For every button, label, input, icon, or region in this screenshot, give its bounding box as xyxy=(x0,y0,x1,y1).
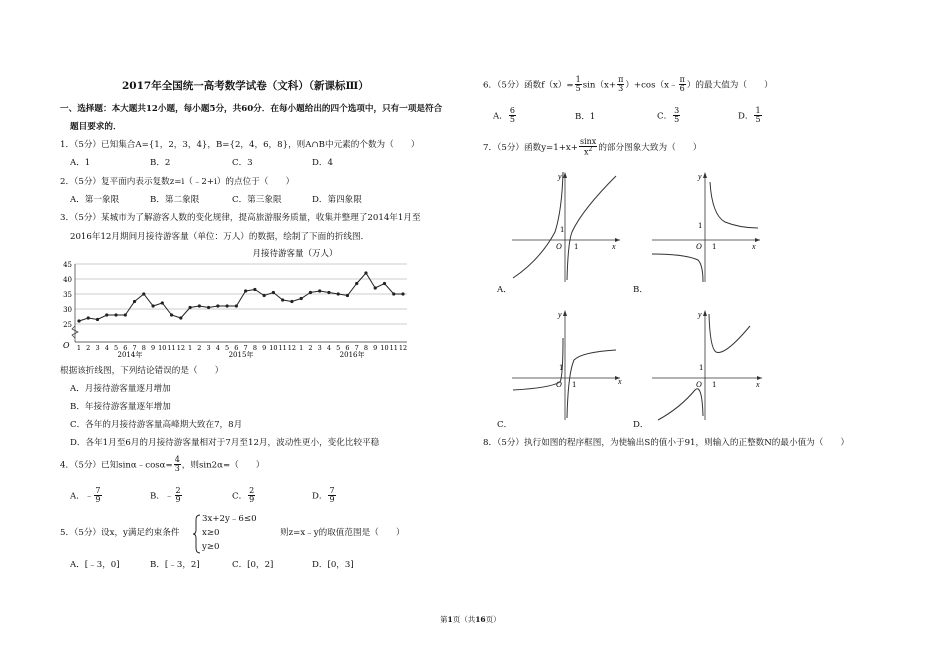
q5-option-b[interactable]: B．[﹣3，2] xyxy=(150,560,200,570)
x-tick-label: 7 xyxy=(132,344,137,352)
data-point xyxy=(170,313,173,316)
data-point xyxy=(327,291,330,294)
x-tick-label: 10 xyxy=(158,344,167,352)
x-unit-label: 1 xyxy=(712,381,717,389)
q3-option-d[interactable]: D．各年1月至6月的月接待游客量相对于7月至12月，波动性更小，变化比较平稳 xyxy=(70,438,380,448)
y-axis-label: y xyxy=(558,310,562,319)
data-point xyxy=(124,313,127,316)
x-axis-label: x xyxy=(756,380,760,389)
x-tick-label: 1 xyxy=(188,344,193,352)
x-tick-label: 7 xyxy=(354,344,359,352)
data-point xyxy=(77,319,80,322)
q5-stem-cont: 则z=x﹣y的取值范围是（ ） xyxy=(280,528,405,538)
data-point xyxy=(346,294,349,297)
q4-option-c[interactable]: C． $\frac{2}{9}$ xyxy=(232,486,255,505)
q4-stem-text2: ，则sin2α=（ ） xyxy=(181,460,265,471)
origin-label: O xyxy=(556,242,562,251)
q3-option-c[interactable]: C．各年的月接待游客量高峰期大致在7，8月 xyxy=(70,420,243,430)
q6-option-d[interactable]: D． $\frac{1}{5}$ xyxy=(738,106,761,125)
y-axis-label: y xyxy=(558,172,562,181)
q4-option-a[interactable]: A．﹣ $\frac{7}{9}$ xyxy=(70,486,101,505)
y-axis-label: y xyxy=(698,172,702,181)
q7-graph-b[interactable] xyxy=(650,170,765,285)
x-tick-label: 2 xyxy=(86,344,91,352)
year-label: 2016年 xyxy=(339,351,365,359)
x-tick-label: 1 xyxy=(299,344,304,352)
data-point xyxy=(207,306,210,309)
q7-label-b: B． xyxy=(633,285,648,295)
data-point xyxy=(87,316,90,319)
data-point xyxy=(226,304,229,307)
y-tick-label: 40 xyxy=(63,276,72,284)
data-point xyxy=(188,306,191,309)
x-tick-label: 12 xyxy=(398,344,408,352)
q1-option-c[interactable]: C．3 xyxy=(232,158,253,168)
q3-question: 根据该折线图，下列结论错误的是（ ） xyxy=(60,366,224,376)
q1-option-d[interactable]: D．4 xyxy=(312,158,333,168)
data-point xyxy=(179,316,182,319)
q5-option-c[interactable]: C．[0，2] xyxy=(232,560,274,570)
origin-label: O xyxy=(696,242,702,251)
x-tick-label: 11 xyxy=(167,344,176,352)
data-point xyxy=(133,300,136,303)
q4-fraction: $\frac{4}{3}$ xyxy=(174,455,180,474)
x-tick-label: 6 xyxy=(123,344,128,352)
data-point xyxy=(355,282,358,285)
x-tick-label: 8 xyxy=(141,344,146,352)
x-tick-label: 6 xyxy=(345,344,350,352)
x-tick-label: 8 xyxy=(252,344,257,352)
q4-stem-text: 4．（5分）已知sinα﹣cosα= xyxy=(60,460,173,471)
q5-constraint-3: y≥0 xyxy=(202,542,220,552)
x-tick-label: 12 xyxy=(287,344,297,352)
x-tick-label: 5 xyxy=(336,344,341,352)
q7-label-d: D． xyxy=(633,420,649,430)
data-point xyxy=(374,286,377,289)
y-tick-label: 30 xyxy=(63,306,72,314)
q3-option-a[interactable]: A．月接待游客量逐月增加 xyxy=(70,384,171,394)
series-line xyxy=(79,273,403,321)
x-tick-label: 4 xyxy=(104,344,109,352)
x-tick-label: 9 xyxy=(373,344,378,352)
x-tick-label: 4 xyxy=(215,344,220,352)
origin-label: O xyxy=(63,341,70,350)
q5-constraint-2: x≥0 xyxy=(202,528,220,538)
data-point xyxy=(337,292,340,295)
chart-title: 月接待游客量（万人） xyxy=(252,249,338,259)
x-tick-label: 3 xyxy=(317,344,322,352)
q3-option-b[interactable]: B．年接待游客量逐年增加 xyxy=(70,402,171,412)
x-tick-label: 11 xyxy=(389,344,398,352)
data-point xyxy=(235,304,238,307)
y-axis-label: y xyxy=(698,310,702,319)
q6-stem: 6．（5分）函数f（x）= $\frac{1}{5}$ sin（x+ $\frac{\pi}{3}$ ）+cos（x﹣ $\frac{\pi}{6}$ ）的最大值为（ ） xyxy=(483,75,773,94)
year-label: 2015年 xyxy=(228,351,254,359)
data-point xyxy=(309,291,312,294)
data-point xyxy=(142,292,145,295)
x-tick-label: 12 xyxy=(176,344,185,352)
q4-option-b[interactable]: B．﹣ $\frac{2}{9}$ xyxy=(150,486,181,505)
data-point xyxy=(318,289,321,292)
x-tick-label: 3 xyxy=(206,344,211,352)
y-unit-label: 1 xyxy=(559,364,564,372)
data-point xyxy=(114,313,117,316)
x-axis-label: x xyxy=(618,377,622,386)
y-unit-label: 1 xyxy=(698,222,703,230)
y-tick-label: 35 xyxy=(63,291,72,299)
data-point xyxy=(263,294,266,297)
x-tick-label: 6 xyxy=(234,344,239,352)
q8-stem: 8．（5分）执行如图的程序框图，为使输出S的值小于91，则输入的正整数N的最小值为（ ） xyxy=(483,438,850,448)
x-tick-label: 10 xyxy=(269,344,278,352)
data-point xyxy=(281,298,284,301)
q7-label-c: C． xyxy=(497,420,513,430)
year-label: 2014年 xyxy=(117,351,143,359)
q2-option-b[interactable]: B．第二象限 xyxy=(150,195,200,205)
x-tick-label: 7 xyxy=(243,344,248,352)
q7-graph-d[interactable] xyxy=(650,308,765,423)
data-point xyxy=(300,297,303,300)
x-unit-label: 1 xyxy=(712,243,717,251)
x-tick-label: 2 xyxy=(308,344,313,352)
q5-option-a[interactable]: A．[﹣3，0] xyxy=(70,560,120,570)
data-point xyxy=(383,282,386,285)
x-tick-label: 1 xyxy=(76,344,82,352)
data-point xyxy=(151,304,154,307)
q7-graph-c[interactable] xyxy=(510,308,625,423)
q5-constraint-1: 3x+2y﹣6≤0 xyxy=(202,514,257,524)
q5-brace xyxy=(193,514,201,554)
data-point xyxy=(272,291,275,294)
x-tick-label: 5 xyxy=(225,344,230,352)
data-point xyxy=(364,271,367,274)
q5-stem: 5．（5分）设x，y满足约束条件 xyxy=(60,528,180,538)
q3-stem: 3．（5分）某城市为了解游客人数的变化规律，提高旅游服务质量，收集并整理了2014年1月至 xyxy=(60,213,421,223)
q7-graph-a[interactable] xyxy=(510,170,625,285)
data-point xyxy=(216,304,219,307)
data-point xyxy=(244,289,247,292)
data-point xyxy=(105,313,108,316)
q6-option-b[interactable]: B．1 xyxy=(575,112,596,122)
page-title: 2017年全国统一高考数学试卷（文科）（新课标Ⅲ） xyxy=(122,80,369,92)
q4-stem xyxy=(60,456,265,474)
q6-option-a[interactable]: A． $\frac{6}{5}$ xyxy=(493,106,515,125)
q7-label-a: A． xyxy=(497,285,512,295)
x-unit-label: 1 xyxy=(572,381,577,389)
page-footer: 第1页（共16页） xyxy=(440,615,501,624)
data-point xyxy=(96,318,99,321)
q2-option-d[interactable]: D．第四象限 xyxy=(312,195,362,205)
x-tick-label: 4 xyxy=(326,344,332,352)
data-point xyxy=(401,292,404,295)
data-point xyxy=(161,301,164,304)
x-tick-label: 9 xyxy=(262,344,267,352)
q7-stem: 7．（5分）函数y=1+x+ $\frac{\sin x}{x^2}$ 的部分图象大致为（ ） xyxy=(483,137,702,158)
data-point xyxy=(198,304,201,307)
section-heading: 一、选择题：本大题共12小题，每小题5分，共60分．在每小题给出的四个选项中，只有一项是符合 xyxy=(60,104,443,114)
y-unit-label: 1 xyxy=(560,226,565,234)
q2-option-a[interactable]: A．第一象限 xyxy=(70,195,120,205)
x-tick-label: 9 xyxy=(150,344,156,352)
q2-option-c[interactable]: C．第三象限 xyxy=(232,195,282,205)
x-tick-label: 3 xyxy=(95,344,100,352)
q1-option-b[interactable]: B．2 xyxy=(150,158,171,168)
visitor-line-chart xyxy=(55,244,415,359)
section-heading-cont: 题目要求的． xyxy=(70,122,122,132)
x-tick-label: 11 xyxy=(278,344,287,352)
q1-option-a[interactable]: A．1 xyxy=(70,158,91,168)
q6-option-c[interactable]: C． $\frac{3}{5}$ xyxy=(657,106,680,125)
x-unit-label: 1 xyxy=(574,243,579,251)
data-point xyxy=(392,292,395,295)
x-axis-label: x xyxy=(612,242,616,251)
data-point xyxy=(253,288,256,291)
q1-stem: 1．（5分）已知集合A={1，2，3，4}，B={2，4，6，8}，则A∩B中元素的个数为（ ） xyxy=(60,140,420,150)
origin-label: O xyxy=(696,380,702,389)
origin-label: O xyxy=(556,380,562,389)
y-unit-label: 1 xyxy=(699,364,704,372)
x-tick-label: 10 xyxy=(380,344,389,352)
q4-option-d[interactable]: D． $\frac{7}{9}$ xyxy=(312,486,335,505)
q3-stem-cont: 2016年12月期间月接待游客量（单位：万人）的数据，绘制了下面的折线图． xyxy=(70,232,370,242)
x-tick-label: 5 xyxy=(113,344,119,352)
x-tick-label: 2 xyxy=(197,344,202,352)
x-axis-label: x xyxy=(752,242,756,251)
y-tick-label: 25 xyxy=(63,321,72,329)
q2-stem: 2．（5分）复平面内表示复数z=i（﹣2+i）的点位于（ ） xyxy=(60,177,295,187)
q5-option-d[interactable]: D．[0，3] xyxy=(312,560,354,570)
y-tick-label: 45 xyxy=(63,261,72,269)
data-point xyxy=(290,300,293,303)
x-tick-label: 8 xyxy=(363,344,369,352)
